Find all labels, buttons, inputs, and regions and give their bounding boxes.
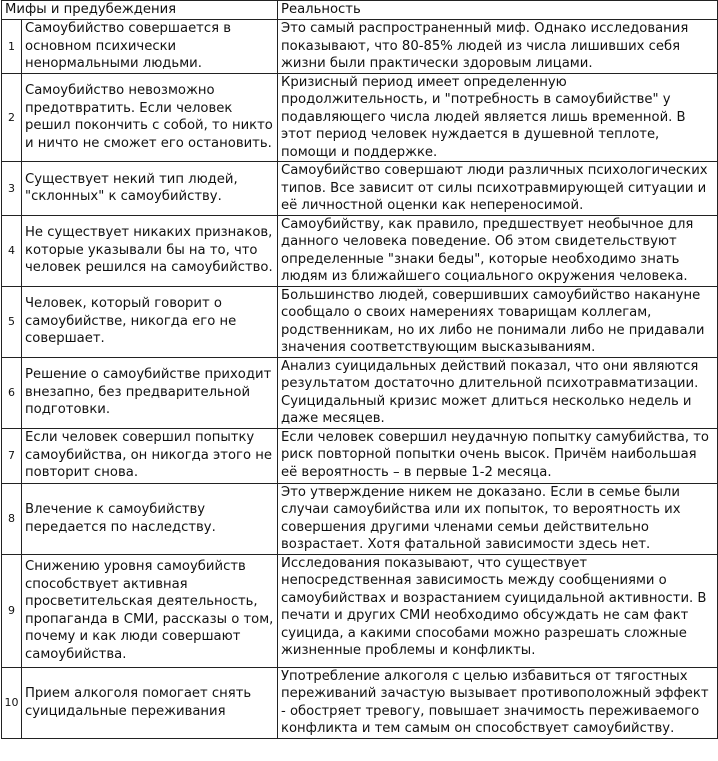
table-row — [2, 483, 718, 554]
table-row — [2, 20, 718, 74]
myth-cell: Решение о самоубийстве приходит внезапно, без предварительной подготовки. — [22, 357, 278, 428]
header-reality: Реальность — [278, 1, 718, 20]
row-number: 6 — [2, 357, 22, 428]
row-number: 4 — [2, 215, 22, 286]
row-number: 3 — [2, 162, 22, 216]
reality-cell: Анализ суицидальных действий показал, что они являются результатом достаточно длительной психотравматизации. Суицидальный кризис может длиться несколько недель и даже месяцев. — [278, 357, 718, 428]
reality-cell: Если человек совершил неудачную попытку самубийства, то риск повторной попытки очень высок. Причём наибольшая её вероятность – в первые 1-2 месяца. — [278, 428, 718, 483]
myth-cell: Существует некий тип людей, "склонных" к самоубийству. — [22, 162, 278, 216]
myth-cell: Если человек совершил попытку самоубийства, он никогда этого не повторит снова. — [22, 428, 278, 483]
row-number: 7 — [2, 428, 22, 483]
myth-cell: Снижению уровня самоубийств способствует активная просветительская деятельность, пропаганда в СМИ, рассказы о том, почему и как люди совершают самоубийства. — [22, 554, 278, 667]
table-row — [2, 286, 718, 357]
row-number: 9 — [2, 554, 22, 667]
table-row — [2, 667, 718, 738]
myths-reality-table — [1, 0, 718, 739]
row-number: 10 — [2, 667, 22, 738]
table-row — [2, 428, 718, 483]
myth-cell: Влечение к самоубийству передается по наследству. — [22, 483, 278, 554]
myth-cell: Не существует никаких признаков, которые указывали бы на то, что человек решился на самоубийство. — [22, 215, 278, 286]
table-row — [2, 554, 718, 667]
myth-cell: Самоубийство невозможно предотвратить. Если человек решил покончить с собой, то никто и ничто не сможет его остановить. — [22, 73, 278, 162]
reality-cell: Употребление алкоголя с целью избавиться от тягостных переживаний зачастую вызывает противоположный эффект - обостряет тревогу, повышает значимость переживаемого конфликта и тем самым он способствует самоубийству. — [278, 667, 718, 738]
myth-cell: Самоубийство совершается в основном психически ненормальными людьми. — [22, 20, 278, 74]
reality-cell: Исследования показывают, что существует непосредственная зависимость между сообщениями о самоубийствах и возрастанием суицидальной активности. В печати и других СМИ необходимо обсуждать не сам факт суицида, а какими способами можно разрешать сложные жизненные проблемы и конфликты. — [278, 554, 718, 667]
row-number: 2 — [2, 73, 22, 162]
row-number: 8 — [2, 483, 22, 554]
row-number: 1 — [2, 20, 22, 74]
reality-cell: Это утверждение никем не доказано. Если в семье были случаи самоубийства или их попыток, то вероятность их совершения другими членами семьи действительно возрастает. Хотя фатальной зависимости здесь нет. — [278, 483, 718, 554]
table-row — [2, 162, 718, 216]
table-row — [2, 73, 718, 162]
reality-cell: Кризисный период имеет определенную продолжительность, и "потребность в самоубийстве" у подавляющего числа людей является лишь временной. В этот период человек нуждается в душевной теплоте, помощи и поддержке. — [278, 73, 718, 162]
myth-cell: Прием алкоголя помогает снять суицидальные переживания — [22, 667, 278, 738]
reality-cell: Большинство людей, совершивших самоубийство накануне сообщало о своих намерениях товарищам коллегам, родственникам, но их либо не понимали либо не придавали значения соответствующим высказываниям. — [278, 286, 718, 357]
table-row — [2, 357, 718, 428]
myth-cell: Человек, который говорит о самоубийстве, никогда его не совершает. — [22, 286, 278, 357]
reality-cell: Это самый распространенный миф. Однако исследования показывают, что 80-85% людей из числа лишивших себя жизни были практически здоровым лицами. — [278, 20, 718, 74]
header-myths: Мифы и предубеждения — [2, 1, 278, 20]
reality-cell: Самоубийство совершают люди различных психологических типов. Все зависит от силы психотравмирующей ситуации и её личностной оценки как непереносимой. — [278, 162, 718, 216]
reality-cell: Самоубийству, как правило, предшествует необычное для данного человека поведение. Об этом свидетельствуют определенные "знаки беды", которые необходимо знать людям из ближайшего социального окружения человека. — [278, 215, 718, 286]
table-row — [2, 215, 718, 286]
table-header-row — [2, 1, 718, 20]
row-number: 5 — [2, 286, 22, 357]
